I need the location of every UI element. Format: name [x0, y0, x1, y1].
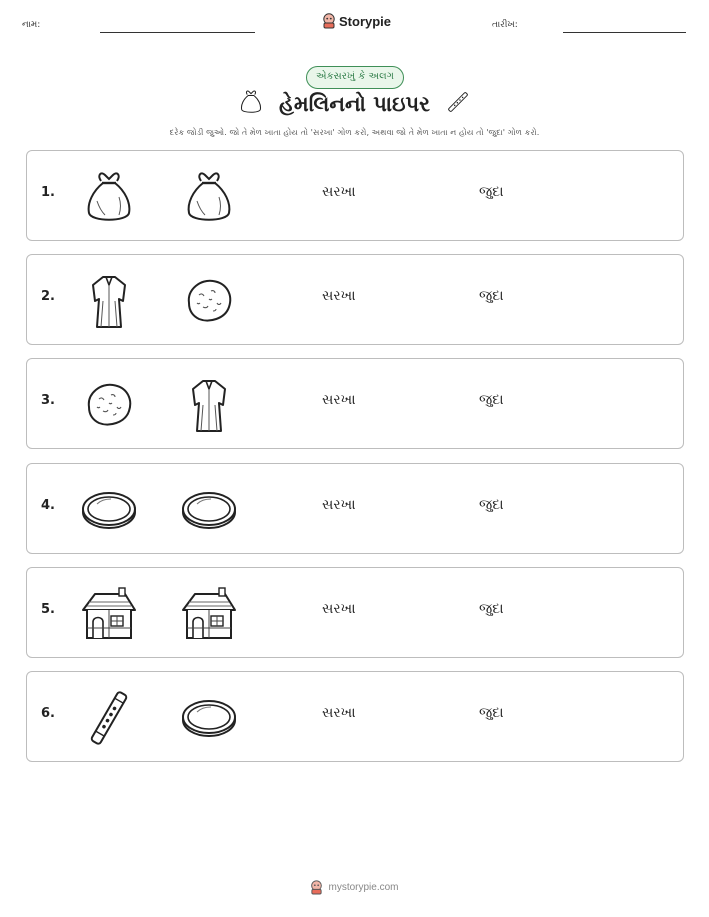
different-option[interactable]: જુદા [479, 184, 504, 200]
house-icon [179, 584, 239, 644]
robe-icon [179, 375, 239, 435]
pair-number: 2. [41, 289, 55, 305]
footer [0, 880, 709, 895]
different-option[interactable]: જુદા [479, 392, 504, 409]
coin-icon [179, 480, 239, 540]
pair-card [26, 463, 684, 554]
house-icon [79, 584, 139, 644]
same-option[interactable]: સરખા [322, 392, 356, 409]
title-row [0, 88, 709, 120]
flute-icon [79, 688, 139, 748]
pair-number: 4. [41, 497, 55, 513]
sack-icon [79, 167, 139, 227]
pair-number: 5. [41, 601, 55, 617]
name-label: નામ: [22, 20, 41, 30]
pair-number: 1. [41, 185, 55, 200]
coin-icon [179, 688, 239, 748]
storypie-mascot-icon [322, 13, 336, 29]
activity-tag: એકસરખું કે અલગ [306, 66, 404, 89]
instructions: દરેક જોડી જુઓ. જો તે મેળ ખાતા હોય તો 'સરખા' ગોળ કરો, અથવા જો તે મેળ ખાતા ન હોય તો 'જુદા' ગોળ કરો. [169, 127, 540, 137]
date-label: તારીખ: [492, 20, 518, 30]
same-option[interactable]: સરખા [322, 496, 356, 513]
same-option[interactable]: સરખા [322, 705, 356, 721]
pair-number: 6. [41, 706, 55, 721]
storypie-mascot-icon [310, 880, 323, 895]
brand-logo [322, 13, 391, 29]
sack-icon [179, 167, 239, 227]
stone-icon [79, 375, 139, 435]
pair-card [26, 254, 684, 345]
pair-card [26, 567, 684, 658]
robe-icon [79, 271, 139, 331]
pair-card [26, 671, 684, 762]
different-option[interactable]: જુદા [479, 496, 504, 513]
same-option[interactable]: સરખા [322, 288, 356, 305]
different-option[interactable]: જુદા [479, 288, 504, 305]
footer-url[interactable]: mystorypie.com [328, 882, 399, 893]
same-option[interactable]: સરખા [322, 600, 356, 617]
different-option[interactable]: જુદા [479, 600, 504, 617]
name-line[interactable] [100, 32, 255, 33]
sack-icon [237, 88, 265, 120]
different-option[interactable]: જુદા [479, 705, 504, 721]
pair-card [26, 150, 684, 241]
coin-icon [79, 480, 139, 540]
date-line[interactable] [563, 32, 686, 33]
brand-name: Storypie [339, 13, 392, 29]
stone-icon [179, 271, 239, 331]
same-option[interactable]: સરખા [322, 184, 356, 200]
pair-card [26, 358, 684, 449]
flute-icon [444, 88, 472, 120]
pair-number: 3. [41, 393, 55, 409]
page-title: હેમલિનનો પાઇપર [279, 91, 430, 116]
